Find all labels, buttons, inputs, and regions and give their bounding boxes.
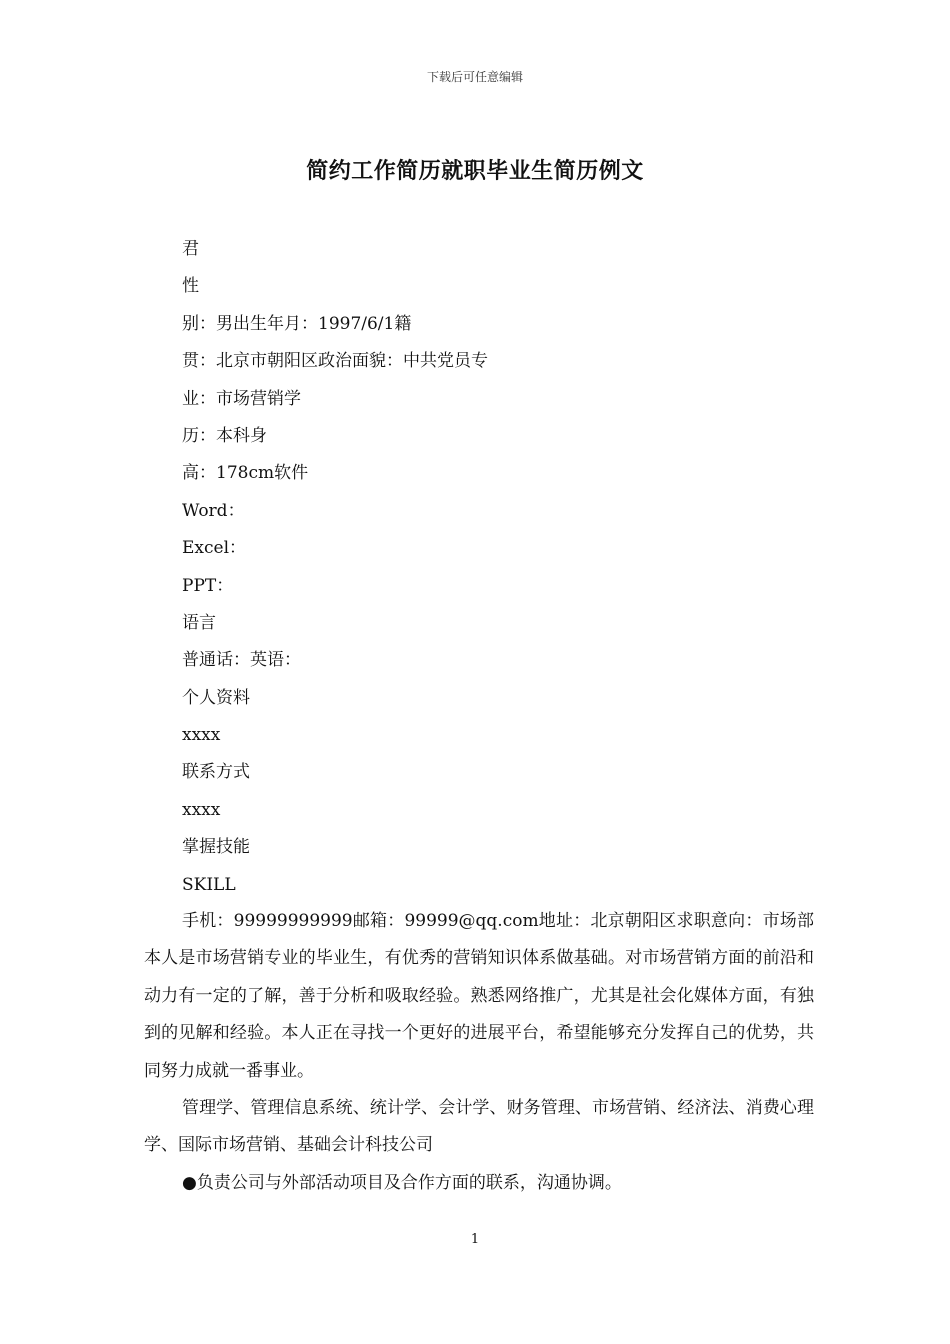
info-line: PPT： — [182, 575, 234, 596]
info-line: xxxx — [182, 725, 221, 746]
contact-and-objective-paragraph: 手机：99999999999邮箱：99999@qq.com地址：北京朝阳区求职意向：市场部本人是市场营销专业的毕业生，有优秀的营销知识体系做基础。对市场营销方面的前沿和动力有一定的了解，善于分析和吸取经验。熟悉网络推广，尤其是社会化媒体方面，有独到的见解和经验。本人正在寻找一个更好的进展平台，希望能够充分发挥自己的优势，共同努力成就一番事业。 — [144, 911, 814, 1081]
info-line: 业：市场营销学 — [182, 388, 301, 409]
document-title: 简约工作简历就职毕业生简历例文 — [306, 158, 644, 184]
info-line: 君 — [182, 239, 199, 259]
info-line: 性 — [182, 276, 199, 297]
info-line: 联系方式 — [182, 762, 250, 783]
info-line: 别：男出生年月：1997/6/1籍 — [182, 313, 412, 334]
resume-info-lines — [182, 234, 822, 907]
info-line: 普通话：英语： — [182, 650, 301, 671]
info-line: SKILL — [182, 874, 236, 895]
info-line: 语言 — [182, 612, 216, 633]
info-line: 掌握技能 — [182, 837, 250, 858]
info-line: Word： — [182, 500, 245, 521]
info-line: xxxx — [182, 799, 221, 820]
courses-paragraph: 管理学、管理信息系统、统计学、会计学、财务管理、市场营销、经济法、消费心理学、国际市场营销、基础会计科技公司 — [144, 1098, 814, 1156]
page-number: 1 — [470, 1232, 480, 1247]
info-line: 高：178cm软件 — [182, 463, 309, 484]
info-line: Excel： — [182, 538, 247, 559]
info-line: 历：本科身 — [182, 425, 267, 446]
info-line: 个人资料 — [182, 687, 250, 708]
header-note: 下载后可任意编辑 — [426, 70, 523, 84]
duty-bullet-paragraph: ●负责公司与外部活动项目及合作方面的联系，沟通协调。 — [182, 1173, 622, 1193]
info-line: 贯：北京市朝阳区政治面貌：中共党员专 — [182, 351, 488, 372]
